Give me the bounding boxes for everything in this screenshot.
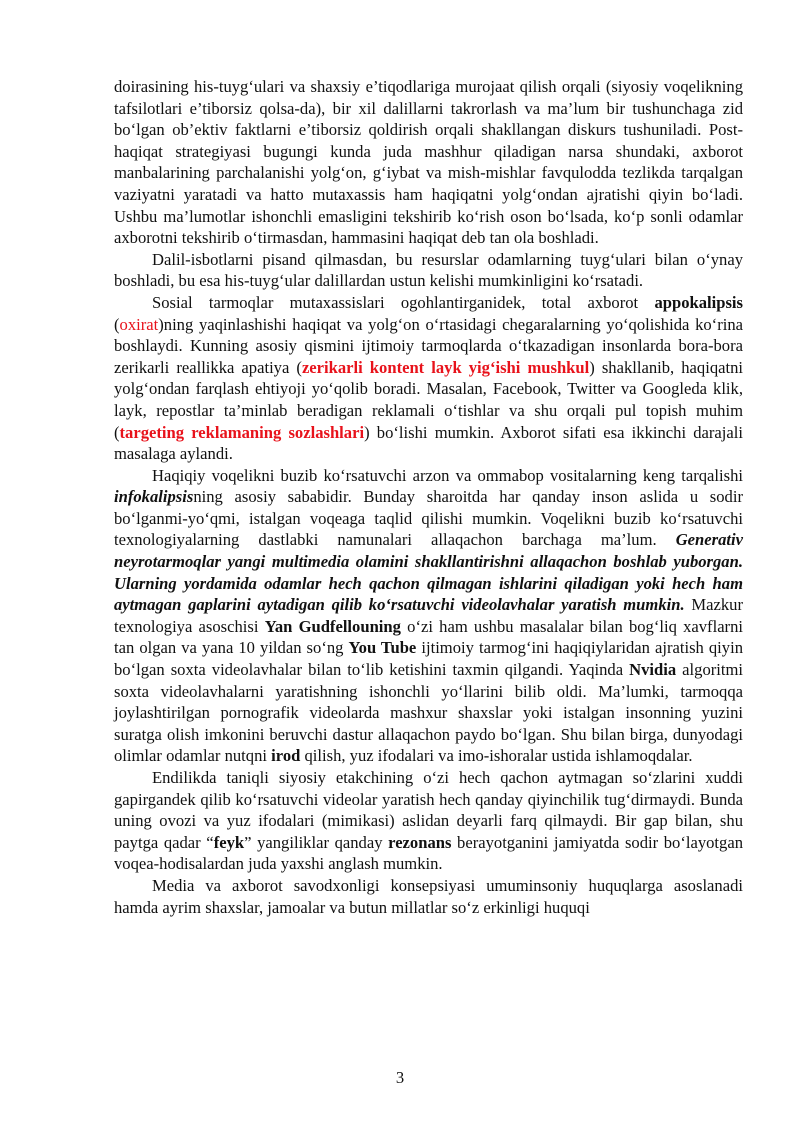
body-text: Mazkur texnologiya asoschisi (114, 595, 743, 636)
body-text: Media va axborot savodxonligi konsepsiyasi umuminsoniy huquqlarga asoslanadi hamda ayrim shaxslar, jamoalar va butun millatlar so‘z erkinligi huquqi (114, 875, 743, 917)
emphasis-text: zerikarli kontent layk yig‘ishi mushkul (301, 357, 590, 377)
paragraph-p3 (114, 292, 743, 465)
emphasis-text: Generativ neyrotarmoqlar yangi multimedia olamini shakllantirishni allaqachon boshlab yuborgan. Ularning yordamida odamlar hech qachon qilmagan ishlarini qiladigan yoki hech ham aytmagan gaplarini aytadigan qilib ko‘rsatuvchi videolavhalar yaratish mumkin. (114, 530, 743, 615)
body-text: ) bo‘lishi mumkin. Axborot sifati esa ikkinchi darajali masalaga aylandi. (114, 422, 743, 464)
emphasis-text: infokalipsis (114, 487, 194, 507)
emphasis-text: Nvidia (629, 660, 677, 680)
body-text: Sosial tarmoqlar mutaxassislari ogohlantirganidek, total axborot (152, 292, 655, 312)
body-text: qilish, yuz ifodalari va imo-ishoralar ustida ishlamoqdalar. (300, 746, 693, 766)
body-text: Endilikda taniqli siyosiy etakchining o‘zi hech qachon aytmagan so‘zlarini xuddi gapirgandek qilib ko‘rsatuvchi videolar yaratish hech qanday qiyinchilik tug‘dirmaydi. Bunda uning ovozi va yuz ifodalari (mimikasi) aslidan deyarli farq qilmaydi. Bir gap bilan, shu paytga qadar “ (114, 768, 743, 852)
emphasis-text: appokalipsis (654, 292, 743, 312)
emphasis-text: Yan Gudfellouning (264, 616, 401, 636)
body-text: ( (114, 314, 120, 334)
body-text: Dalil-isbotlarni pisand qilmasdan, bu resurslar odamlarning tuyg‘ulari bilan o‘ynay boshladi, bu esa his-tuyg‘ular dalillardan ustun kelishi mumkinligini ko‘rsatadi. (114, 249, 743, 291)
paragraph-p2 (114, 249, 743, 292)
page-number: 3 (395, 1068, 405, 1087)
body-text: algoritmi soxta videolavhalarni yaratishning ishonchli yo‘llarini bilib oldi. Ma’lumki, tarmoqqa joylashtirilgan pornografik videolarda mashxur shaxslar yoki istalgan insonning yuzini suratga olish imkonini beruvchi dastur allaqachon paydo bo‘lgan. Shu bilan birga, dunyodagi olimlar odamlar nutqni (114, 660, 744, 766)
paragraph-p5 (114, 767, 743, 875)
body-text: ning asosiy sababidir. Bunday sharoitda har qanday inson aslida u sodir bo‘lganmi-yo‘qmi, istalgan voqeaga taqlid qilishi mumkin. Voqelikni buzib ko‘rsatuvchi texnologiyalarning dastlabki namunalari allaqachon barchaga ma’lum. (114, 487, 743, 550)
emphasis-text: irod (271, 746, 301, 766)
body-text: doirasining his-tuyg‘ulari va shaxsiy e’tiqodlariga murojaat qilish orqali (siyosiy voqelikning tafsilotlari e’tiborsiz qolsa-da), bir xil dalillarni takrorlash va ma’lum bir tushunchaga zid bo‘lgan ob’ektiv faktlarni e’tiborsiz qoldirish orqali shakllangan diskurs tushuniladi. Post-haqiqat strategiyasi bugungi kunda juda mashhur qiladigan narsa shundaki, axborot manbalarining parchalanishi yolg‘on, g‘iybat va mish-mishlar favqulodda tezlikda tarqalgan vaziyatni yaratadi va hatto mutaxassis ham haqiqatni yolg‘ondan ajratishi qiyin bo‘ladi. Ushbu ma’lumotlar ishonchli emasligini tekshirib ko‘rish oson bo‘lsada, ko‘p sonli odamlar axborotni tekshirib o‘tirmasdan, hammasini haqiqat deb tan ola boshladi. (114, 77, 743, 248)
body-text: ) shakllanib, haqiqatni yolg‘ondan farqlash ehtiyoji yo‘qolib boradi. Masalan, Facebook, Twitter va Googleda klik, layk, repostlar ta’minlab beradigan reklamali o‘tishlar va shu orqali pul topish muhim ( (114, 357, 744, 442)
emphasis-text: feyk (213, 832, 245, 852)
body-text: ” yangiliklar qanday (244, 832, 389, 852)
body-text: )ning yaqinlashishi haqiqat va yolg‘on o‘rtasidagi chegaralarning yo‘qolishida ko‘rina boshlaydi. Kunning asosiy qismini ijtimoiy tarmoqlarda o‘tkazadigan insonlarda bora-bora zerikarli reallikka apatiya ( (114, 314, 743, 377)
emphasis-text: targeting reklamaning sozlashlari (119, 422, 365, 442)
body-text: o‘zi ham ushbu masalalar bilan bog‘liq xavflarni tan olgan va yana 10 yildan so‘ng (114, 616, 743, 658)
body-text: ijtimoiy tarmog‘ini haqiqiylaridan ajratish qiyin bo‘lgan soxta videolavhalar bilan to‘lib ketishini taxmin qilgandi. Yaqinda (114, 638, 743, 680)
document-body (114, 76, 743, 918)
emphasis-text: oxirat (119, 314, 159, 334)
paragraph-p4 (114, 465, 743, 767)
body-text: Haqiqiy voqelikni buzib ko‘rsatuvchi arzon va ommabop vositalarning keng tarqalishi (152, 465, 743, 485)
emphasis-text: rezonans (388, 832, 452, 852)
emphasis-text: You Tube (348, 638, 417, 658)
body-text: berayotganini jamiyatda sodir bo‘layotgan voqea-hodisalardan juda yaxshi anglash mumkin. (114, 832, 743, 874)
paragraph-p6 (114, 875, 743, 918)
paragraph-p1 (114, 76, 743, 249)
